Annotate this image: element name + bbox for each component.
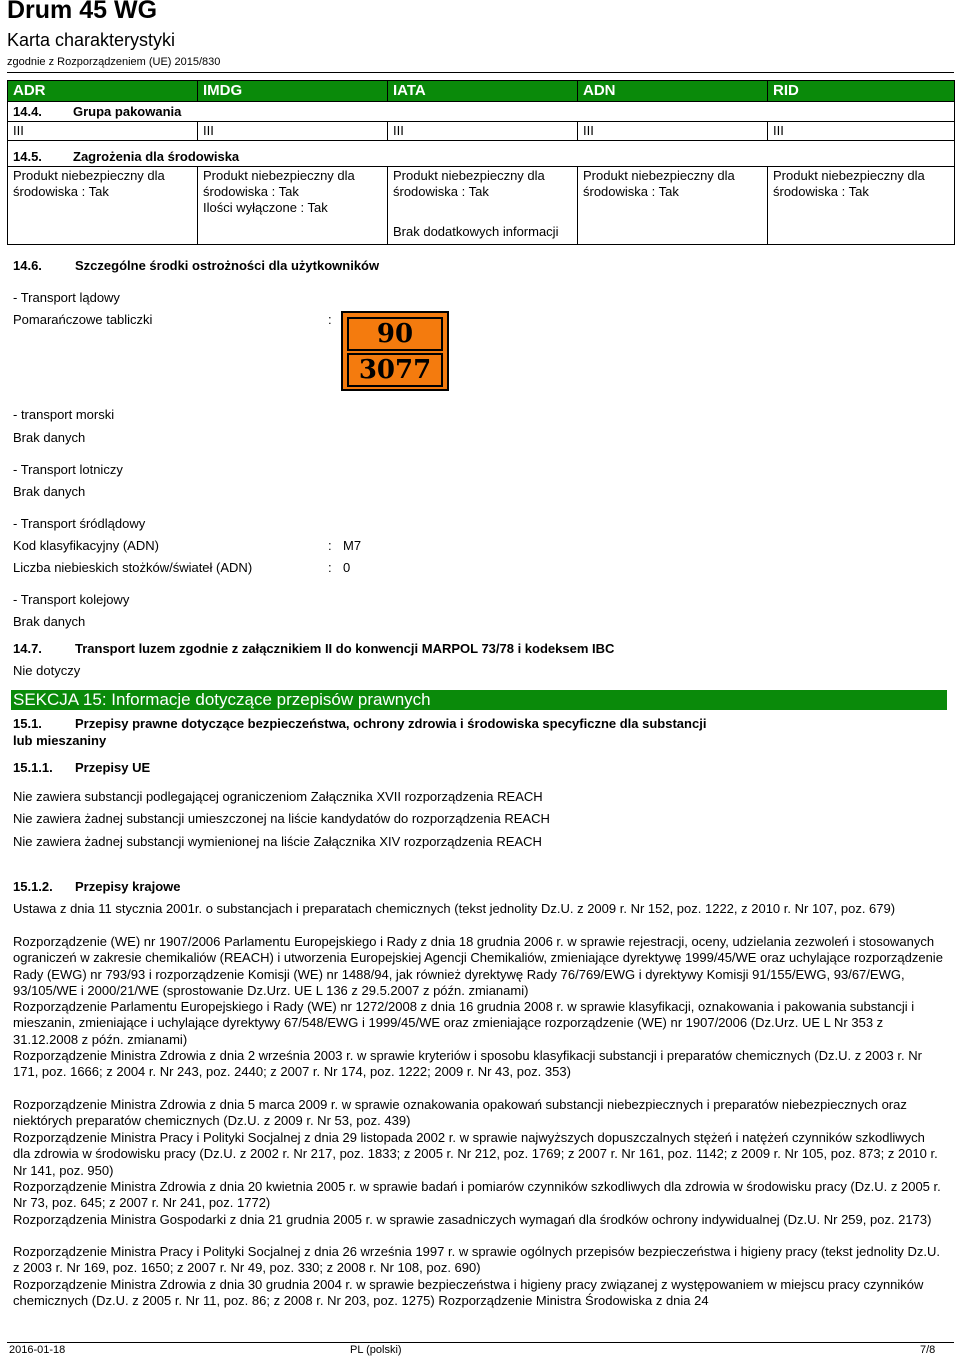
section-14-4-number: 14.4. [13,104,42,119]
section-15-heading: SEKCJA 15: Informacje dotyczące przepisów prawnych [11,690,947,709]
section-15-1-2-number: 15.1.2. [13,879,53,894]
section-14-7-heading [13,641,614,657]
section-14-7-number: 14.7. [13,641,42,656]
transport-table [7,80,955,245]
sea-transport-heading: - transport morski [13,407,115,422]
national-regulation: Rozporządzenie Ministra Pracy i Polityki Socjalnej z dnia 26 września 1997 r. w sprawie ogólnych przepisów bezpieczeństwa i higieny pracy (tekst jednolity Dz.U. z 2003 r. Nr 169, poz. 1650; z 2007 r. Nr 49, poz. 330; z 2008 r. Nr 108, poz. 690) [13,1244,941,1276]
col-adr: ADR [8,81,198,102]
col-rid: RID [768,81,955,102]
section-14-7-title: Transport luzem zgodnie z załącznikiem II do konwencji MARPOL 73/78 i kodeksem IBC [75,641,615,656]
national-regulation: Rozporządzenia Ministra Gospodarki z dnia 21 grudnia 2005 r. w sprawie zasadniczych wymagań dla środków ochrony indywidualnej (Dz.U. Nr 259, poz. 2173) [13,1212,932,1227]
transport-header-row [8,81,955,102]
footer-date: 2016-01-18 [9,1344,66,1356]
national-regulation: Rozporządzenie Ministra Zdrowia z dnia 2 września 2003 r. w sprawie kryteriów i sposobu klasyfikacji substancji i preparatów chemicznych (Dz.U. z 2003 r. Nr 171, poz. 1666; z 2004 r. Nr 243, poz. 2440; z 2007 r. Nr 174, poz. 1222; 2009 r. Nr 43, poz. 353) [13,1048,922,1080]
packing-group-row [8,122,955,141]
packing-group-iata: III [388,122,578,141]
packing-group-adr: III [8,122,198,141]
section-14-6-number: 14.6. [13,258,42,273]
eu-regulation-line: Nie zawiera żadnej substancji wymienionej na liście Załącznika XIV rozporządzenia REACH [13,834,542,849]
rail-transport-text: Brak danych [13,614,86,629]
packing-group-imdg: III [198,122,388,141]
section-15-1-number: 15.1. [13,716,42,731]
hazard-id-number: 90 [347,317,443,351]
national-regulation: Rozporządzenie Ministra Pracy i Polityki Socjalnej z dnia 29 listopada 2002 r. w sprawie najwyższych dopuszczalnych stężeń i natężeń czynników szkodliwych dla zdrowia w środowisku pracy (Dz.U. z 2002 r. Nr 217, poz. 1833; z 2005 r. Nr 212, poz. 1769; z 2007 r. Nr 161, poz. 1142; z 2009 r. Nr 105, poz. 873; z 2010 r. Nr 141, poz. 950) [13,1130,938,1178]
adn-classification-value: M7 [343,538,362,553]
section-15-1-2-title: Przepisy krajowe [75,879,181,894]
col-adn: ADN [578,81,768,102]
env-hazard-imdg-text: Produkt niebezpieczny dla środowiska : Tak [203,168,355,199]
blue-cones-colon: : [328,560,332,575]
section-14-4-row [8,102,955,122]
regulation-reference: zgodnie z Rozporządzeniem (UE) 2015/830 [7,56,221,68]
national-regulation: Rozporządzenie Ministra Zdrowia z dnia 20 kwietnia 2005 r. w sprawie badań i pomiarów czynników szkodliwych dla zdrowia w środowisku pracy (Dz.U. z 2005 r. Nr 73, poz. 645; z 2007 r. Nr 241, poz. 1772) [13,1179,941,1211]
section-14-5-title: Zagrożenia dla środowiska [73,149,240,164]
section-15-1-title-cont: lub mieszaniny [13,733,107,748]
footer-page-number: 7/8 [920,1344,936,1356]
un-number: 3077 [347,353,443,387]
env-hazard-iata [388,167,578,245]
col-imdg: IMDG [198,81,388,102]
section-15-1-title: Przepisy prawne dotyczące bezpieczeństwa, ochrony zdrowia i środowiska specyficzne dla substancji [75,716,707,731]
sea-transport-text: Brak danych [13,430,86,445]
env-hazard-row [8,167,955,245]
eu-regulation-line: Nie zawiera żadnej substancji umieszczonej na liście kandydatów do rozporządzenia REACH [13,811,550,826]
blue-cones-value: 0 [343,560,351,575]
national-regulation: Rozporządzenie Ministra Zdrowia z dnia 30 grudnia 2004 r. w sprawie bezpieczeństwa i higieny pracy związanej z występowaniem w miejscu pracy czynników chemicznych (Dz.U. z 2005 r. Nr 11, poz. 86; z 2008 r. Nr 203, poz. 1275) Rozporządzenie Ministra Środowiska z dnia 24 [13,1277,924,1309]
orange-plates-label: Pomarańczowe tabliczki [13,312,153,327]
blue-cones-label: Liczba niebieskich stożków/świateł (ADN) [13,560,253,575]
env-hazard-adr [8,167,198,245]
section-15-1-1-title: Przepisy UE [75,760,151,775]
env-hazard-rid [768,167,955,245]
section-14-4-title: Grupa pakowania [73,104,182,119]
eu-regulation-line: Nie zawiera substancji podlegającej ograniczeniom Załącznika XVII rozporządzenia REACH [13,789,543,804]
section-15-1-heading [13,716,706,732]
section-14-6-title: Szczególne środki ostrożności dla użytkowników [75,258,380,273]
limited-quantities-text: Ilości wyłączone : Tak [203,200,328,215]
inland-transport-heading: - Transport śródlądowy [13,516,146,531]
packing-group-adn: III [578,122,768,141]
rail-transport-heading: - Transport kolejowy [13,592,130,607]
section-14-5-number: 14.5. [13,149,42,164]
env-hazard-rid-text: Produkt niebezpieczny dla środowiska : Tak [773,168,925,199]
national-regulation: Ustawa z dnia 11 stycznia 2001r. o substancjach i preparatach chemicznych (tekst jednolity Dz.U. z 2009 r. Nr 152, poz. 1222, z 2010 r. Nr 107, poz. 679) [13,901,896,916]
section-14-6-heading [13,258,379,274]
adn-classification-colon: : [328,538,332,553]
air-transport-heading: - Transport lotniczy [13,462,123,477]
env-hazard-adn [578,167,768,245]
section-15-1-1-number: 15.1.1. [13,760,53,775]
land-transport-heading: - Transport lądowy [13,290,120,305]
env-hazard-iata-text: Produkt niebezpieczny dla środowiska : Tak [393,168,545,199]
national-regulation: Rozporządzenie Parlamentu Europejskiego i Rady (WE) nr 1272/2008 z dnia 16 grudnia 2008 r. w sprawie klasyfikacji, oznakowania i pakowania substancji i mieszanin, zmieniające i uchylające dyrektywy 67/548/EWG i 1999/45/WE oraz zmieniające rozporządzenie (WE) nr 1907/2006 (Dz.Urz. UE L Nr 353 z 31.12.2008 z późn. zmianami) [13,999,915,1047]
footer-divider [7,1342,954,1343]
national-regulation: Rozporządzenie (WE) nr 1907/2006 Parlamentu Europejskiego i Rady z dnia 18 grudnia 2006 r. w sprawie rejestracji, oceny, udzielania zezwoleń i stosowanych ograniczeń w zakresie chemikaliów (REACH) i utworzenia Europejskiej Agencji Chemikaliów, zmieniające dyrektywę 1999/45/WE oraz uchylające rozporządzenie Rady (EWG) nr 793/93 i rozporządzenie Komisji (WE) nr 1488/94, jak również dyrektywę Rady 76/769/EWG i dyrektywy Komisji 91/155/EWG, 93/67/EWG, 93/105/WE i 2000/21/WE (sprostowanie Dz.Urz. UE L 136 z 29.5.2007 z późn. zmianami) [13,934,943,999]
air-transport-text: Brak danych [13,484,86,499]
document-title: Drum 45 WG [7,0,158,24]
national-regulation: Rozporządzenie Ministra Zdrowia z dnia 5 marca 2009 r. w sprawie oznakowania opakowań substancji niebezpiecznych i preparatów niebezpiecznych oraz niektórych preparatów chemicznych (Dz.U. z 2009 r. Nr 53, poz. 439) [13,1097,907,1129]
orange-plate [341,311,449,391]
header-divider [7,72,954,73]
section-15-1-2-heading [13,879,181,895]
no-additional-info: Brak dodatkowych informacji [393,224,559,239]
section-15-underline [11,709,947,710]
orange-plates-colon: : [328,312,332,327]
col-iata: IATA [388,81,578,102]
section-14-7-text: Nie dotyczy [13,663,81,678]
document-subtitle: Karta charakterystyki [7,30,176,50]
env-hazard-adr-text: Produkt niebezpieczny dla środowiska : Tak [13,168,165,199]
packing-group-rid: III [768,122,955,141]
env-hazard-adn-text: Produkt niebezpieczny dla środowiska : Tak [583,168,735,199]
section-14-5-row [8,141,955,167]
section-15-1-1-heading [13,760,150,776]
footer-language: PL (polski) [350,1344,402,1356]
env-hazard-imdg [198,167,388,245]
adn-classification-label: Kod klasyfikacyjny (ADN) [13,538,159,553]
